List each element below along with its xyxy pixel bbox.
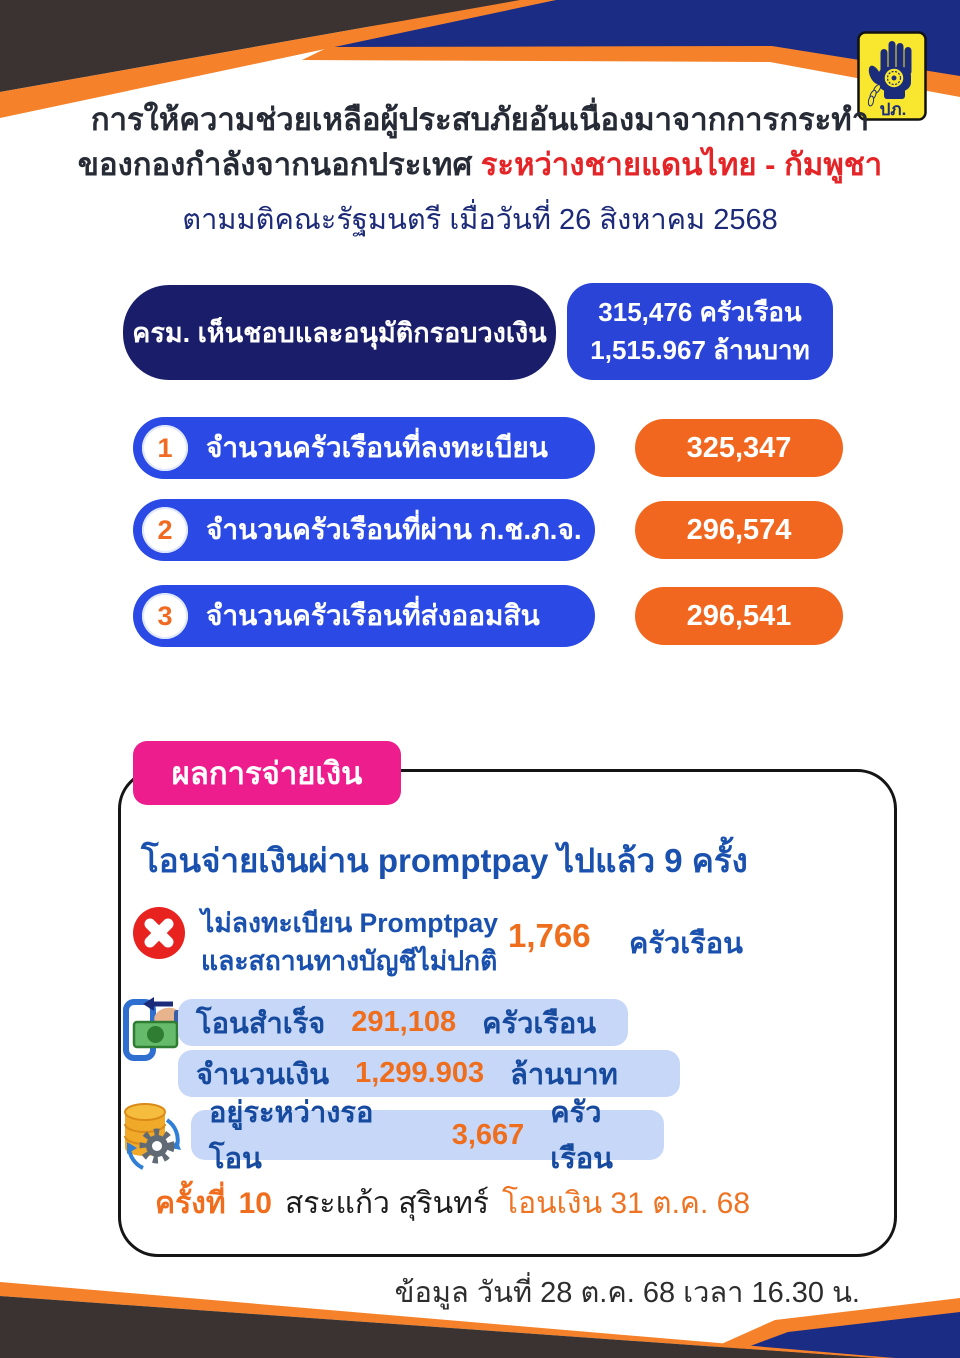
- transfer-success-value: 291,108: [351, 1006, 457, 1038]
- approval-households: 315,476 ครัวเรือน: [598, 296, 802, 327]
- error-x-icon: [132, 906, 186, 960]
- transfer-pending-row: [191, 1097, 664, 1175]
- transfer-round-line: [155, 1180, 750, 1227]
- transfer-success-label: โอนสำเร็จ: [196, 1007, 326, 1040]
- stat-row-sent-to-gsb: [133, 585, 595, 647]
- approval-budget: 1,515.967 ล้านบาท: [590, 334, 810, 365]
- stat-label: จำนวนครัวเรือนที่ส่งออมสิน: [206, 600, 540, 631]
- payment-results-badge: [133, 741, 401, 805]
- not-registered-value: 1,766: [508, 917, 591, 954]
- stat-value-registered: [635, 419, 843, 477]
- transfer-pending-value: 3,667: [451, 1118, 525, 1151]
- round-number: 10: [238, 1187, 272, 1220]
- transfer-pending-unit: ครัวเรือน: [550, 1097, 614, 1175]
- stat-value-passed-committee: [635, 501, 843, 559]
- stat-row-passed-committee: [133, 499, 595, 561]
- page-title-line2-red: ระหว่างชายแดนไทย - กัมพูชา: [480, 147, 883, 182]
- not-registered-unit: ครัวเรือน: [629, 928, 743, 960]
- stat-label: จำนวนครัวเรือนที่ลงทะเบียน: [206, 432, 548, 463]
- transfer-amount-label: จำนวนเงิน: [196, 1058, 330, 1091]
- stat-number-badge: 3: [142, 593, 188, 639]
- data-as-of-note: ข้อมูล วันที่ 28 ต.ค. 68 เวลา 16.30 น.: [394, 1277, 860, 1309]
- page-title-line1: การให้ความช่วยเหลือผู้ประสบภัยอันเนื่องมาจากการกระทำ: [90, 102, 870, 137]
- round-prefix: ครั้งที่: [155, 1187, 226, 1220]
- transfer-amount-value: 1,299.903: [355, 1057, 485, 1089]
- stat-label: จำนวนครัวเรือนที่ผ่าน ก.ช.ภ.จ.: [206, 514, 582, 545]
- stat-value-text: 325,347: [686, 431, 792, 464]
- not-registered-label-line1: ไม่ลงทะเบียน Promptpay: [201, 908, 498, 938]
- not-registered-label: [201, 904, 498, 981]
- transfer-success-row: [178, 999, 628, 1046]
- page-title-line2: [0, 146, 960, 183]
- coins-processing-icon: [117, 1100, 187, 1174]
- stat-value-text: 296,574: [686, 513, 792, 546]
- stat-value-text: 296,541: [686, 599, 792, 632]
- money-transfer-icon: [121, 992, 185, 1070]
- transfer-success-unit: ครัวเรือน: [482, 1007, 597, 1040]
- stat-row-registered: [133, 417, 595, 479]
- not-registered-label-line2: และสถานทางบัญชีไม่ปกติ: [201, 946, 498, 977]
- round-provinces: สระแก้ว สุรินทร์: [284, 1187, 490, 1220]
- stat-number-badge: 2: [142, 507, 188, 553]
- stat-number-badge: 1: [142, 425, 188, 471]
- transfer-pending-label: อยู่ระหว่างรอโอน: [209, 1097, 374, 1175]
- logo-text: ปภ.: [879, 100, 907, 119]
- payment-results-badge-text: ผลการจ่ายเงิน: [171, 756, 363, 791]
- approval-label-text: ครม. เห็นชอบและอนุมัติกรอบวงเงิน: [132, 318, 547, 348]
- cabinet-resolution-subtitle: ตามมติคณะรัฐมนตรี เมื่อวันที่ 26 สิงหาคม 2568: [182, 204, 778, 236]
- stat-value-sent-to-gsb: [635, 587, 843, 645]
- promptpay-headline: โอนจ่ายเงินผ่าน promptpay ไปแล้ว 9 ครั้ง: [141, 842, 748, 879]
- transfer-amount-unit: ล้านบาท: [510, 1058, 618, 1091]
- approval-label-box: [123, 285, 556, 380]
- approval-value-box: [567, 283, 833, 380]
- page-title-line2-navy: ของกองกำลังจากนอกประเทศ: [77, 147, 473, 182]
- round-transfer-date: โอนเงิน 31 ต.ค. 68: [502, 1187, 751, 1220]
